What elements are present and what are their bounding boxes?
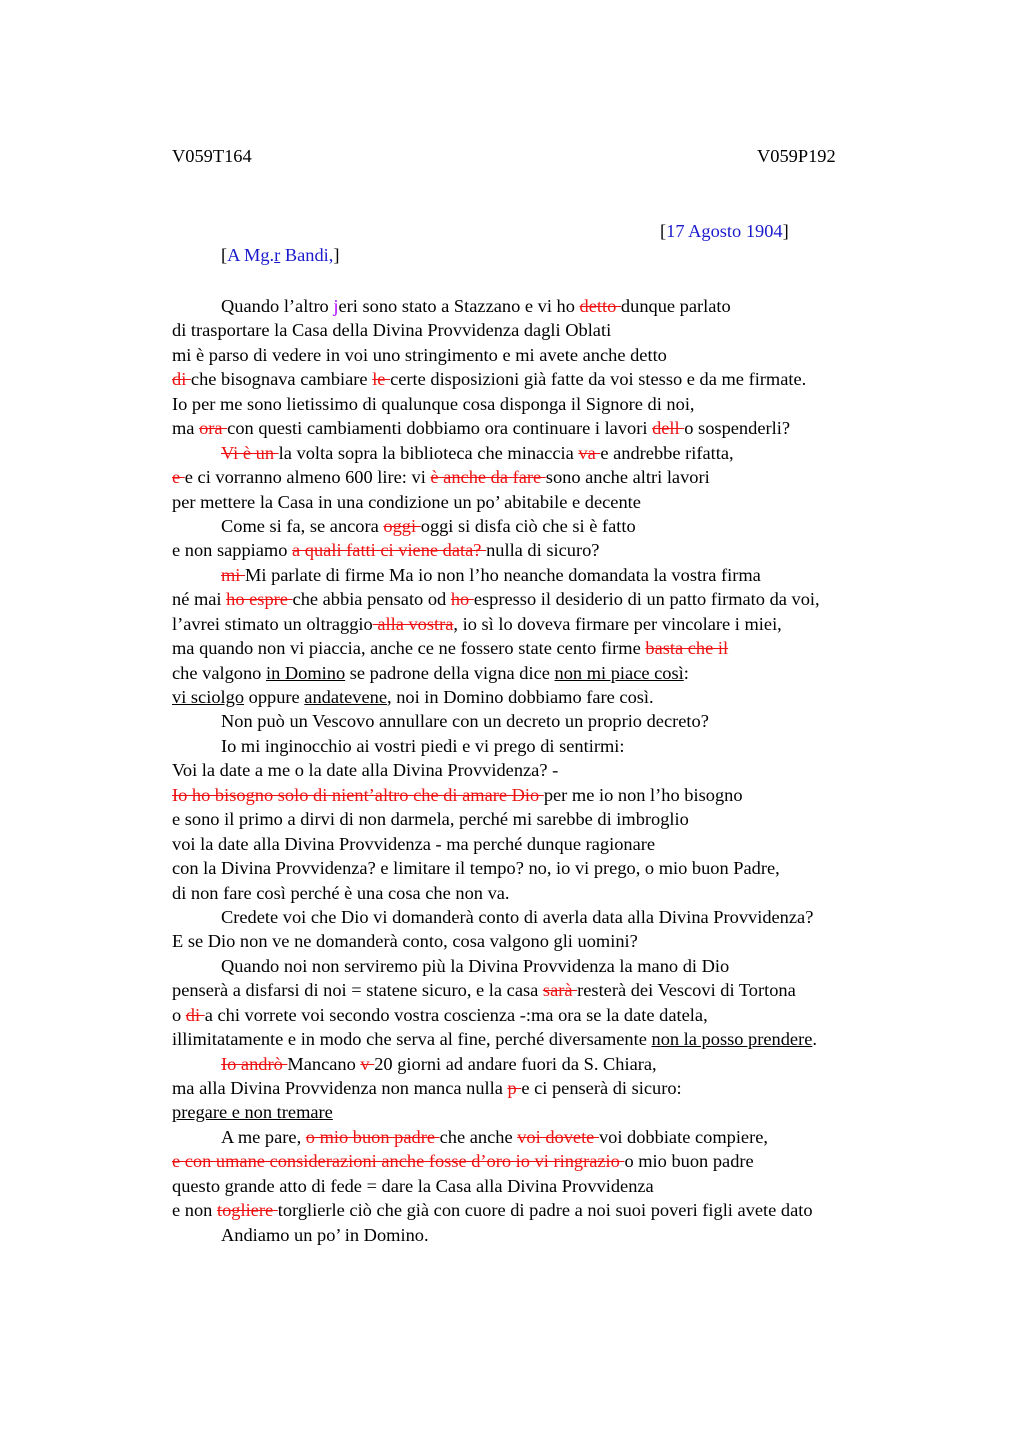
text-segment: sono anche altri lavori <box>545 467 710 488</box>
text-line <box>172 954 972 978</box>
text-line <box>172 343 972 367</box>
text-segment: e non <box>172 1200 217 1221</box>
text-line <box>172 832 972 856</box>
text-segment: Andiamo un po’ in Domino. <box>221 1224 429 1245</box>
text-segment: con questi cambiamenti dobbiamo ora continuare i lavori <box>227 418 653 439</box>
text-segment: ma quando non vi piaccia, anche ce ne fossero state cento firme <box>172 638 646 659</box>
text-segment: Io mi inginocchio ai vostri piedi e vi prego di sentirmi: <box>221 735 625 756</box>
text-segment: e andrebbe rifatta, <box>600 442 734 463</box>
text-segment: e ci vorranno almeno 600 lire: vi <box>184 467 431 488</box>
deleted-text: Vi è un <box>221 442 279 463</box>
text-line <box>172 416 972 440</box>
text-line <box>172 807 972 831</box>
text-line <box>172 392 972 416</box>
text-segment: illimitatamente e in modo che serva al fine, perché diversamente <box>172 1029 652 1050</box>
deleted-text: dell <box>652 418 685 439</box>
text-segment: torglierle ciò che già con cuore di padre a noi suoi poveri figli avete dato <box>277 1200 813 1221</box>
date-bracket-open: [ <box>660 221 667 241</box>
text-line <box>172 1149 972 1173</box>
text-line <box>172 587 972 611</box>
recipient-text-b: Bandi, <box>280 245 334 265</box>
deleted-text: le <box>372 369 391 390</box>
text-segment: oppure <box>244 687 305 707</box>
deleted-text: sarà <box>542 980 578 1001</box>
text-segment: né mai <box>172 589 227 610</box>
text-line <box>172 929 972 953</box>
highlighted-letter: j <box>333 296 339 316</box>
document-code-left: V059T164 <box>172 146 252 166</box>
text-segment: e ci penserà di sicuro: <box>521 1078 682 1098</box>
text-line <box>172 563 972 587</box>
deleted-text: voi dovete <box>517 1126 599 1147</box>
deleted-text: ora <box>199 418 228 439</box>
text-segment: Come si fa, se ancora <box>221 515 384 536</box>
text-segment: voi dobbiate compiere, <box>598 1126 768 1147</box>
deleted-text: e <box>172 467 185 488</box>
text-segment: la volta sopra la biblioteca che minaccia <box>278 442 579 463</box>
deleted-text: oggi <box>383 515 421 536</box>
text-line <box>172 734 972 758</box>
text-segment: , noi in Domino dobbiamo fare così. <box>387 687 654 707</box>
text-line <box>172 294 972 318</box>
text-segment: o sospenderli? <box>684 418 790 439</box>
deleted-text: di <box>172 369 191 390</box>
text-segment: Io per me sono lietissimo di qualunque cosa disponga il Signore di noi, <box>172 393 695 414</box>
text-segment: che anche <box>439 1126 518 1147</box>
deleted-text: detto <box>579 296 621 316</box>
deleted-text: p <box>507 1078 522 1098</box>
text-line <box>172 441 972 465</box>
text-segment: dunque parlato <box>620 296 731 316</box>
text-segment: che bisognava cambiare <box>190 369 373 390</box>
date-text: 17 Agosto 1904 <box>666 221 783 241</box>
text-segment: di non fare così perché è una cosa che non va. <box>172 882 510 903</box>
recipient-bracket-close: ] <box>333 245 340 265</box>
letter-date <box>660 221 789 242</box>
text-segment: o <box>172 1004 186 1025</box>
text-line <box>172 367 972 391</box>
underlined-text: pregare e non tremare <box>172 1102 333 1123</box>
text-segment: penserà a disfarsi di noi = statene sicuro, e la casa <box>172 980 543 1001</box>
text-segment: Credete voi che Dio vi domanderà conto di averla data alla Divina Provvidenza? <box>221 906 814 927</box>
text-line <box>172 538 972 562</box>
text-line <box>172 1198 972 1222</box>
text-segment: questo grande atto di fede = dare la Casa alla Divina Provvidenza <box>172 1175 654 1196</box>
text-segment: per mettere la Casa in una condizione un po’ abitabile e decente <box>172 491 641 512</box>
text-line <box>172 783 972 807</box>
text-segment: Voi la date a me o la date alla Divina Provvidenza? - <box>172 760 559 781</box>
text-segment: mi è parso di vedere in voi uno stringimento e mi avete anche detto <box>172 344 667 365</box>
text-segment: A me pare, <box>221 1126 306 1147</box>
deleted-text: va <box>578 442 601 463</box>
deleted-text: Io andrò <box>221 1053 288 1074</box>
deleted-text: alla vostra <box>372 613 454 634</box>
text-line <box>172 881 972 905</box>
text-line <box>172 758 972 782</box>
text-segment: e sono il primo a dirvi di non darmela, perché mi sarebbe di imbroglio <box>172 809 689 830</box>
text-segment: : <box>683 662 689 683</box>
date-bracket-close: ] <box>782 221 789 241</box>
text-segment: espresso il desiderio di un patto firmato da voi, <box>473 589 820 610</box>
text-segment: Mi parlate di firme Ma io non l’ho neanche domandata la vostra firma <box>245 564 761 585</box>
text-segment: eri sono stato a Stazzano e vi ho <box>338 296 580 316</box>
deleted-text: mi <box>221 564 246 585</box>
text-line <box>172 1076 972 1100</box>
text-segment: ma <box>172 418 200 439</box>
text-segment: o mio buon padre <box>624 1151 754 1172</box>
document-code-right: V059P192 <box>757 146 836 166</box>
deleted-text: Io ho bisogno solo di nient’altro che di amare Dio <box>172 784 544 805</box>
deleted-text: e con umane considerazioni anche fosse d’oro io vi ringrazio <box>172 1151 625 1172</box>
deleted-text: basta che il <box>645 638 729 659</box>
deleted-text: è anche da fare <box>430 467 546 488</box>
text-segment: di trasportare la Casa della Divina Provvidenza dagli Oblati <box>172 320 612 341</box>
text-line <box>172 856 972 880</box>
deleted-text: a quali fatti ci viene data? <box>292 540 487 561</box>
text-line <box>172 490 972 514</box>
text-segment: e non sappiamo <box>172 540 293 561</box>
text-line <box>172 905 972 929</box>
text-segment: certe disposizioni già fatte da voi stesso e da me firmate. <box>390 369 807 390</box>
text-line <box>172 1223 972 1247</box>
text-line <box>172 709 972 733</box>
recipient-text-a: A Mg. <box>227 245 275 265</box>
text-segment: . <box>812 1029 817 1050</box>
deleted-text: o mio buon padre <box>305 1126 440 1147</box>
text-segment: Quando l’altro <box>221 296 334 316</box>
text-line <box>172 318 972 342</box>
text-segment: Quando noi non serviremo più la Divina Provvidenza la mano di Dio <box>221 955 730 976</box>
text-segment: resterà dei Vescovi di Tortona <box>577 980 796 1001</box>
letter-recipient <box>221 245 340 266</box>
text-segment: l’avrei stimato un oltraggio <box>172 613 373 634</box>
text-segment: a chi vorrete voi secondo vostra coscienza -:ma ora se la date datela, <box>204 1004 708 1025</box>
text-segment: che abbia pensato od <box>292 589 451 610</box>
text-line <box>172 978 972 1002</box>
text-segment: Non può un Vescovo annullare con un decreto un proprio decreto? <box>221 711 709 732</box>
text-line <box>172 1027 972 1051</box>
text-segment: se padrone della vigna dice <box>345 662 555 683</box>
underlined-text: in Domino <box>265 662 346 683</box>
text-line <box>172 1003 972 1027</box>
underlined-text: vi sciolgo <box>172 687 245 707</box>
deleted-text: togliere <box>216 1200 278 1221</box>
deleted-text: di <box>185 1004 205 1025</box>
text-segment: , io sì lo doveva firmare per vincolare i miei, <box>453 613 782 634</box>
text-segment: 20 giorni ad andare fuori da S. Chiara, <box>374 1053 657 1074</box>
deleted-text: v <box>360 1053 375 1074</box>
text-line <box>172 514 972 538</box>
text-line <box>172 636 972 660</box>
text-line <box>172 685 972 709</box>
text-line <box>172 612 972 636</box>
text-segment: E se Dio non ve ne domanderà conto, cosa valgono gli uomini? <box>172 931 638 952</box>
text-segment: per me io non l’ho bisogno <box>543 784 743 805</box>
text-line <box>172 1100 972 1124</box>
deleted-text: ho <box>450 589 474 610</box>
text-line <box>172 465 972 489</box>
underlined-text: andatevene <box>304 687 388 707</box>
recipient-text-superscript: r <box>274 245 281 265</box>
text-line <box>172 1125 972 1149</box>
underlined-text: non la posso prendere <box>651 1029 813 1050</box>
underlined-text: non mi piace così <box>554 662 684 683</box>
text-line <box>172 1174 972 1198</box>
letter-body <box>172 294 972 1247</box>
recipient-bracket-open: [ <box>221 245 228 265</box>
text-segment: con la Divina Provvidenza? e limitare il tempo? no, io vi prego, o mio buon Padre, <box>172 858 780 879</box>
text-segment: ma alla Divina Provvidenza non manca nulla <box>172 1078 508 1098</box>
deleted-text: ho espre <box>226 589 293 610</box>
text-line <box>172 1052 972 1076</box>
text-segment: voi la date alla Divina Provvidenza - ma perché dunque ragionare <box>172 833 656 854</box>
text-line <box>172 661 972 685</box>
text-segment: Mancano <box>287 1053 361 1074</box>
text-segment: nulla di sicuro? <box>486 540 600 561</box>
text-segment: oggi si disfa ciò che si è fatto <box>420 515 636 536</box>
text-segment: che valgono <box>172 662 266 683</box>
